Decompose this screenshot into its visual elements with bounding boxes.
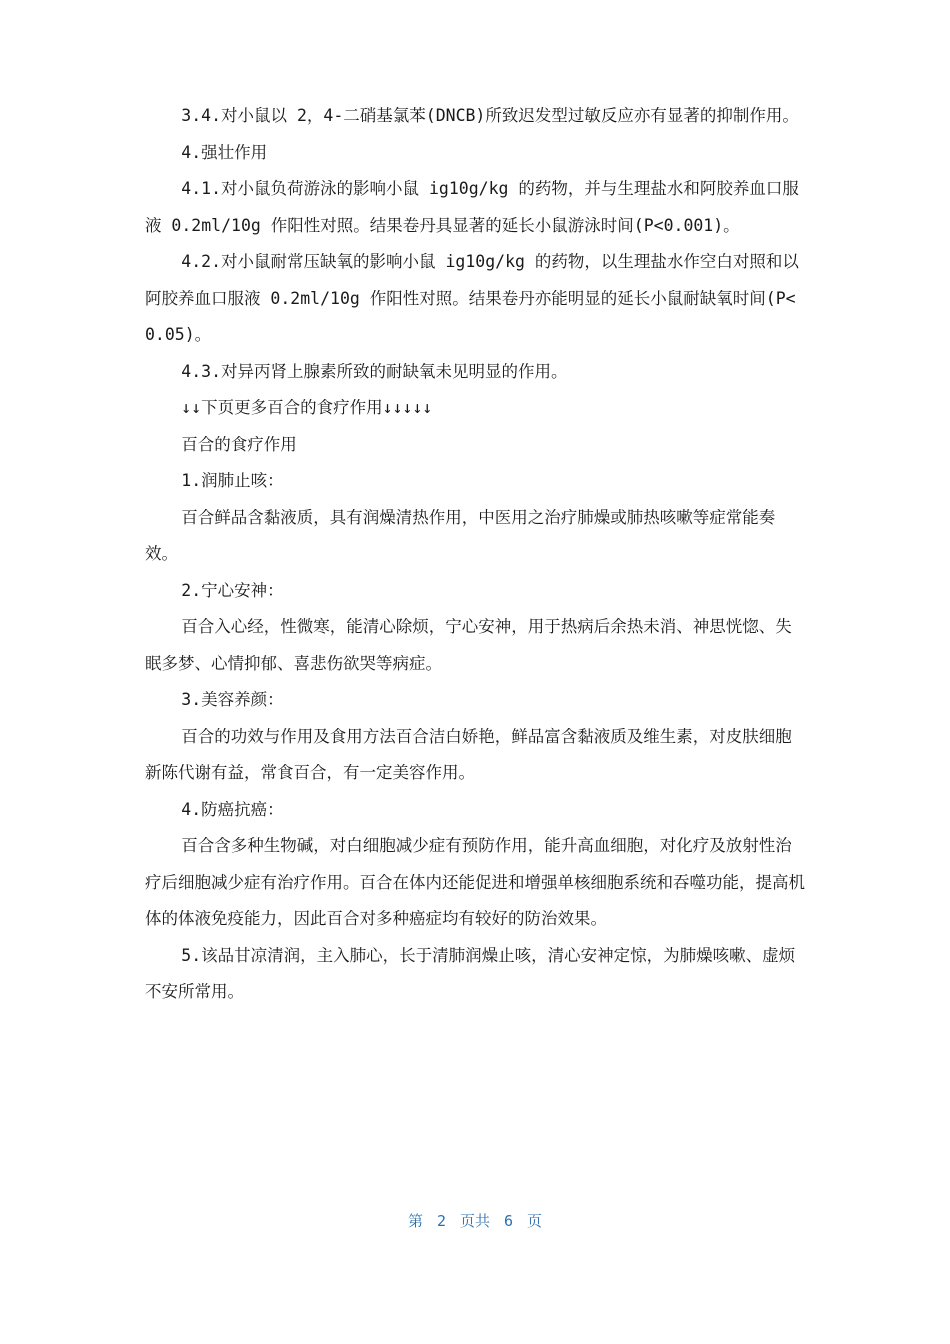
footer-current-page: 2	[436, 1212, 446, 1230]
footer-total-pages: 6	[504, 1212, 514, 1230]
paragraph-4-3: 4.3.对异丙肾上腺素所致的耐缺氧未见明显的作用。	[181, 361, 568, 381]
item-heading-4: 4.防癌抗癌：	[181, 799, 284, 819]
footer-suffix: 页	[527, 1212, 543, 1230]
item-body-4: 百合含多种生物碱，对白细胞减少症有预防作用，能升高血细胞，对化疗及放射性治疗后细胞减少症有治疗作用。百合在体内还能促进和增强单核细胞系统和吞噬功能，提高机体的体液免疫能力，因此百合对多种癌症均有较好的防治效果。	[145, 836, 805, 928]
item-5: 5.该品甘凉清润，主入肺心，长于清肺润燥止咳，清心安神定惊，为肺燥咳嗽、虚烦不安所常用。	[145, 945, 796, 1001]
paragraph-4-1: 4.1.对小鼠负荷游泳的影响小鼠 ig10g/kg 的药物，并与生理盐水和阿胶养血口服液 0.2ml/10g 作阳性对照。结果卷丹具显著的延长小鼠游泳时间(P<0.001)。	[145, 179, 799, 235]
footer-prefix: 第	[407, 1212, 423, 1230]
item-body-1: 百合鲜品含黏液质，具有润燥清热作用，中医用之治疗肺燥或肺热咳嗽等症常能奏效。	[145, 507, 776, 563]
heading-strengthening: 4.强壮作用	[181, 142, 268, 162]
paragraph-3-4: 3.4.对小鼠以 2，4-二硝基氯苯(DNCB)所致迟发型过敏反应亦有显著的抑制作用。	[181, 106, 799, 125]
item-heading-2: 2.宁心安神：	[181, 580, 284, 600]
section-heading-diet: 百合的食疗作用	[181, 434, 297, 454]
item-heading-3: 3.美容养颜：	[181, 690, 284, 709]
page-body	[145, 98, 807, 1011]
paragraph-4-2: 4.2.对小鼠耐常压缺氧的影响小鼠 ig10g/kg 的药物，以生理盐水作空白对照和以阿胶养血口服液 0.2ml/10g 作阳性对照。结果卷丹亦能明显的延长小鼠耐缺氧时间(P<0.05)。	[145, 252, 799, 344]
item-heading-1: 1.润肺止咳：	[181, 471, 284, 490]
page-number-footer	[0, 1210, 950, 1231]
item-body-3: 百合的功效与作用及食用方法百合洁白娇艳，鲜品富含黏液质及维生素，对皮肤细胞新陈代谢有益，常食百合，有一定美容作用。	[145, 726, 792, 782]
item-body-2: 百合入心经，性微寒，能清心除烦，宁心安神，用于热病后余热未消、神思恍惚、失眠多梦、心情抑郁、喜悲伤欲哭等病症。	[145, 617, 792, 673]
next-page-notice: ↓↓下页更多百合的食疗作用↓↓↓↓↓	[181, 398, 433, 417]
footer-middle: 页共	[459, 1212, 490, 1230]
